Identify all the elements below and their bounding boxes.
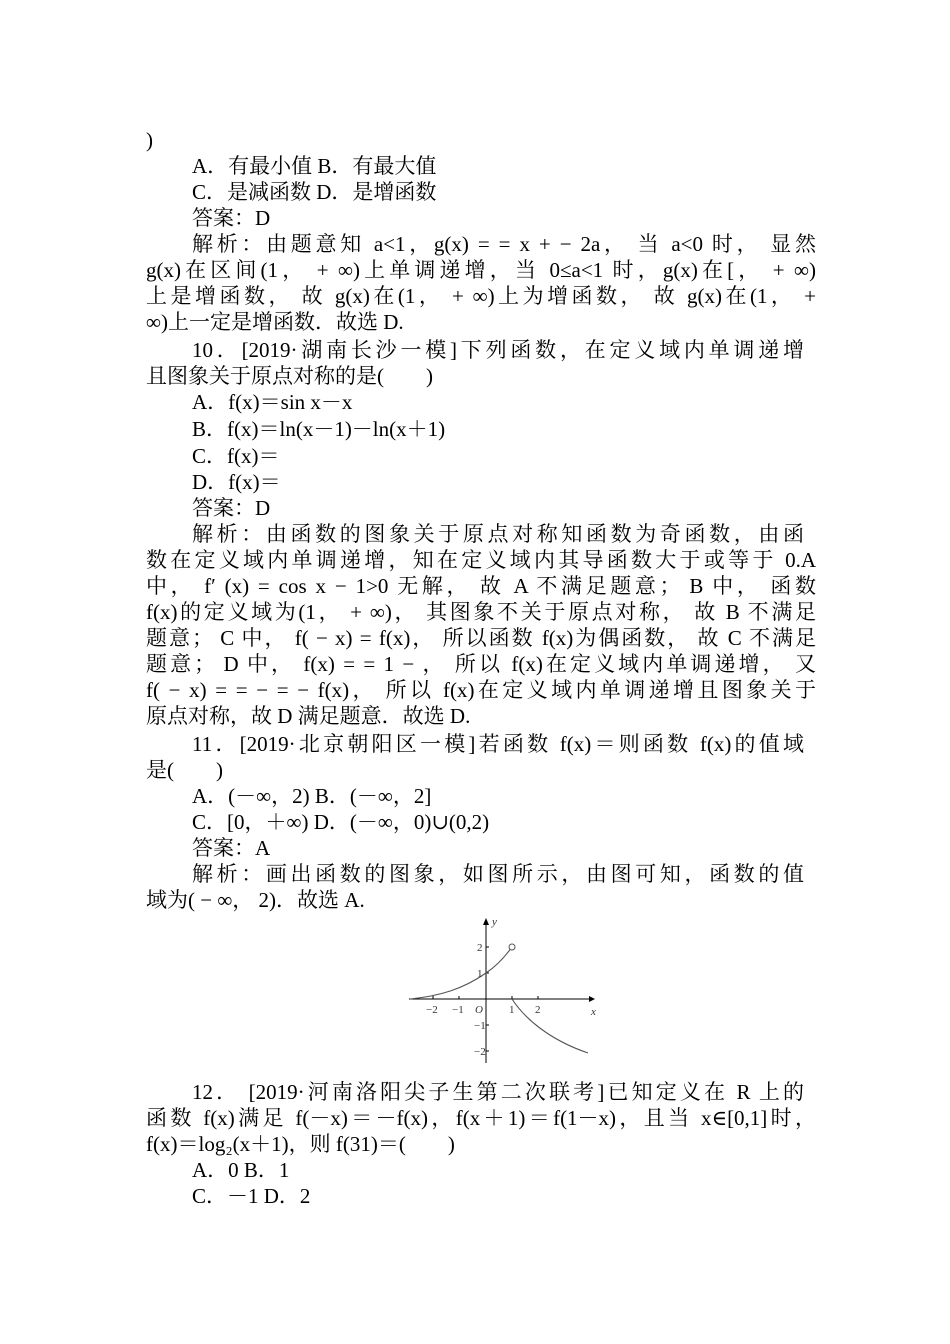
x-tick-label: −1 [452,1004,464,1016]
x-axis-arrow-icon [589,996,595,1002]
text-line: 函数 f(x)满足 f(－x)＝－f(x)，f(x＋1)＝f(1－x)，且当 x∈[0,1]时， [146,1106,816,1130]
answer-line: 答案：D [192,206,271,230]
text-line: A．有最小值 B．有最大值 [192,154,437,178]
text-line: f( − x) = = − = − f(x)， 所以 f(x)在定义域内单调递增且图象关于 [146,678,816,702]
text-line: C．f(x)＝ [192,444,280,468]
y-tick-label: −1 [474,1020,486,1032]
text-line: f(x)＝log₂(x＋1)，则 f(31)＝( ) [146,1132,455,1156]
text-line: 题意； D 中， f(x) = = 1 − ， 所以 f(x)在定义域内单调递增， 又 [146,652,816,676]
origin-label: O [475,1004,483,1016]
curve-right-branch [512,999,588,1053]
text-line: 域为( − ∞， 2)．故选 A. [146,888,365,912]
text-line: B．f(x)＝ln(x－1)－ln(x＋1) [192,417,446,441]
text-line: 上是增函数， 故 g(x)在(1， + ∞)上为增函数， 故 g(x)在(1， + [146,284,816,308]
x-tick-label: 1 [509,1004,515,1016]
answer-line: 答案：A [192,836,271,860]
x-tick-label: −2 [426,1004,438,1016]
text-line: 中， f′ (x) = cos x − 1>0 无解， 故 A 不满足题意； B 中， 函数 [146,574,816,598]
curve-left-branch [410,947,512,999]
text-line: A．(－∞，2) B．(－∞，2] [192,784,432,808]
text-line: f(x)的定义域为(1， + ∞)， 其图象不关于原点对称， 故 B 不满足 [146,600,816,624]
text-line: 原点对称，故 D 满足题意．故选 D. [146,704,471,728]
text-line: 题意； C 中， f( − x) = f(x)， 所以函数 f(x)为偶函数， 故 C 不满足 [146,626,816,650]
y-axis-label: y [492,916,497,928]
text-line: 解析：由题意知 a<1，g(x) = = x + − 2a， 当 a<0 时， 显然 [192,232,816,256]
text-line: A．0 B．1 [192,1158,290,1182]
question-line: 10．[2019·湖南长沙一模]下列函数，在定义域内单调递增 [192,338,804,362]
text-line: D．f(x)＝ [192,470,281,494]
question-line: 12． [2019·河南洛阳尖子生第二次联考]已知定义在 R 上的 [192,1080,804,1104]
answer-line: 答案：D [192,496,271,520]
y-tick-label: −2 [474,1046,486,1058]
question-line: 11．[2019·北京朝阳区一模]若函数 f(x)＝则函数 f(x)的值域 [192,732,804,756]
text-line: 且图象关于原点对称的是( ) [146,364,433,388]
y-tick-label: 2 [477,942,483,954]
y-tick-label: 1 [477,968,483,980]
text-line: 是( ) [146,758,223,782]
text-line: C．[0，＋∞) D．(－∞，0)∪(0,2) [192,810,490,834]
text-line: ∞)上一定是增函数．故选 D. [146,310,404,334]
text-line: ) [146,128,153,152]
x-tick-label: 2 [535,1004,541,1016]
text-line: C．是减函数 D．是增函数 [192,180,437,204]
text-line: 解析：由函数的图象关于原点对称知函数为奇函数，由函 [192,522,804,546]
text-line: 数在定义域内单调递增，知在定义域内其导函数大于或等于 0.A [146,548,816,572]
text-line: A．f(x)＝sin x－x [192,390,353,414]
x-axis-label: x [591,1006,596,1018]
text-line: C．－1 D．2 [192,1184,311,1208]
open-point-marker [509,944,515,950]
text-line: g(x)在区间(1， + ∞)上单调递增，当 0≤a<1 时，g(x)在[， + ∞) [146,258,816,282]
y-axis-arrow-icon [483,918,489,925]
function-graph [405,915,595,1065]
text-line: 解析：画出函数的图象，如图所示，由图可知，函数的值 [192,862,804,886]
